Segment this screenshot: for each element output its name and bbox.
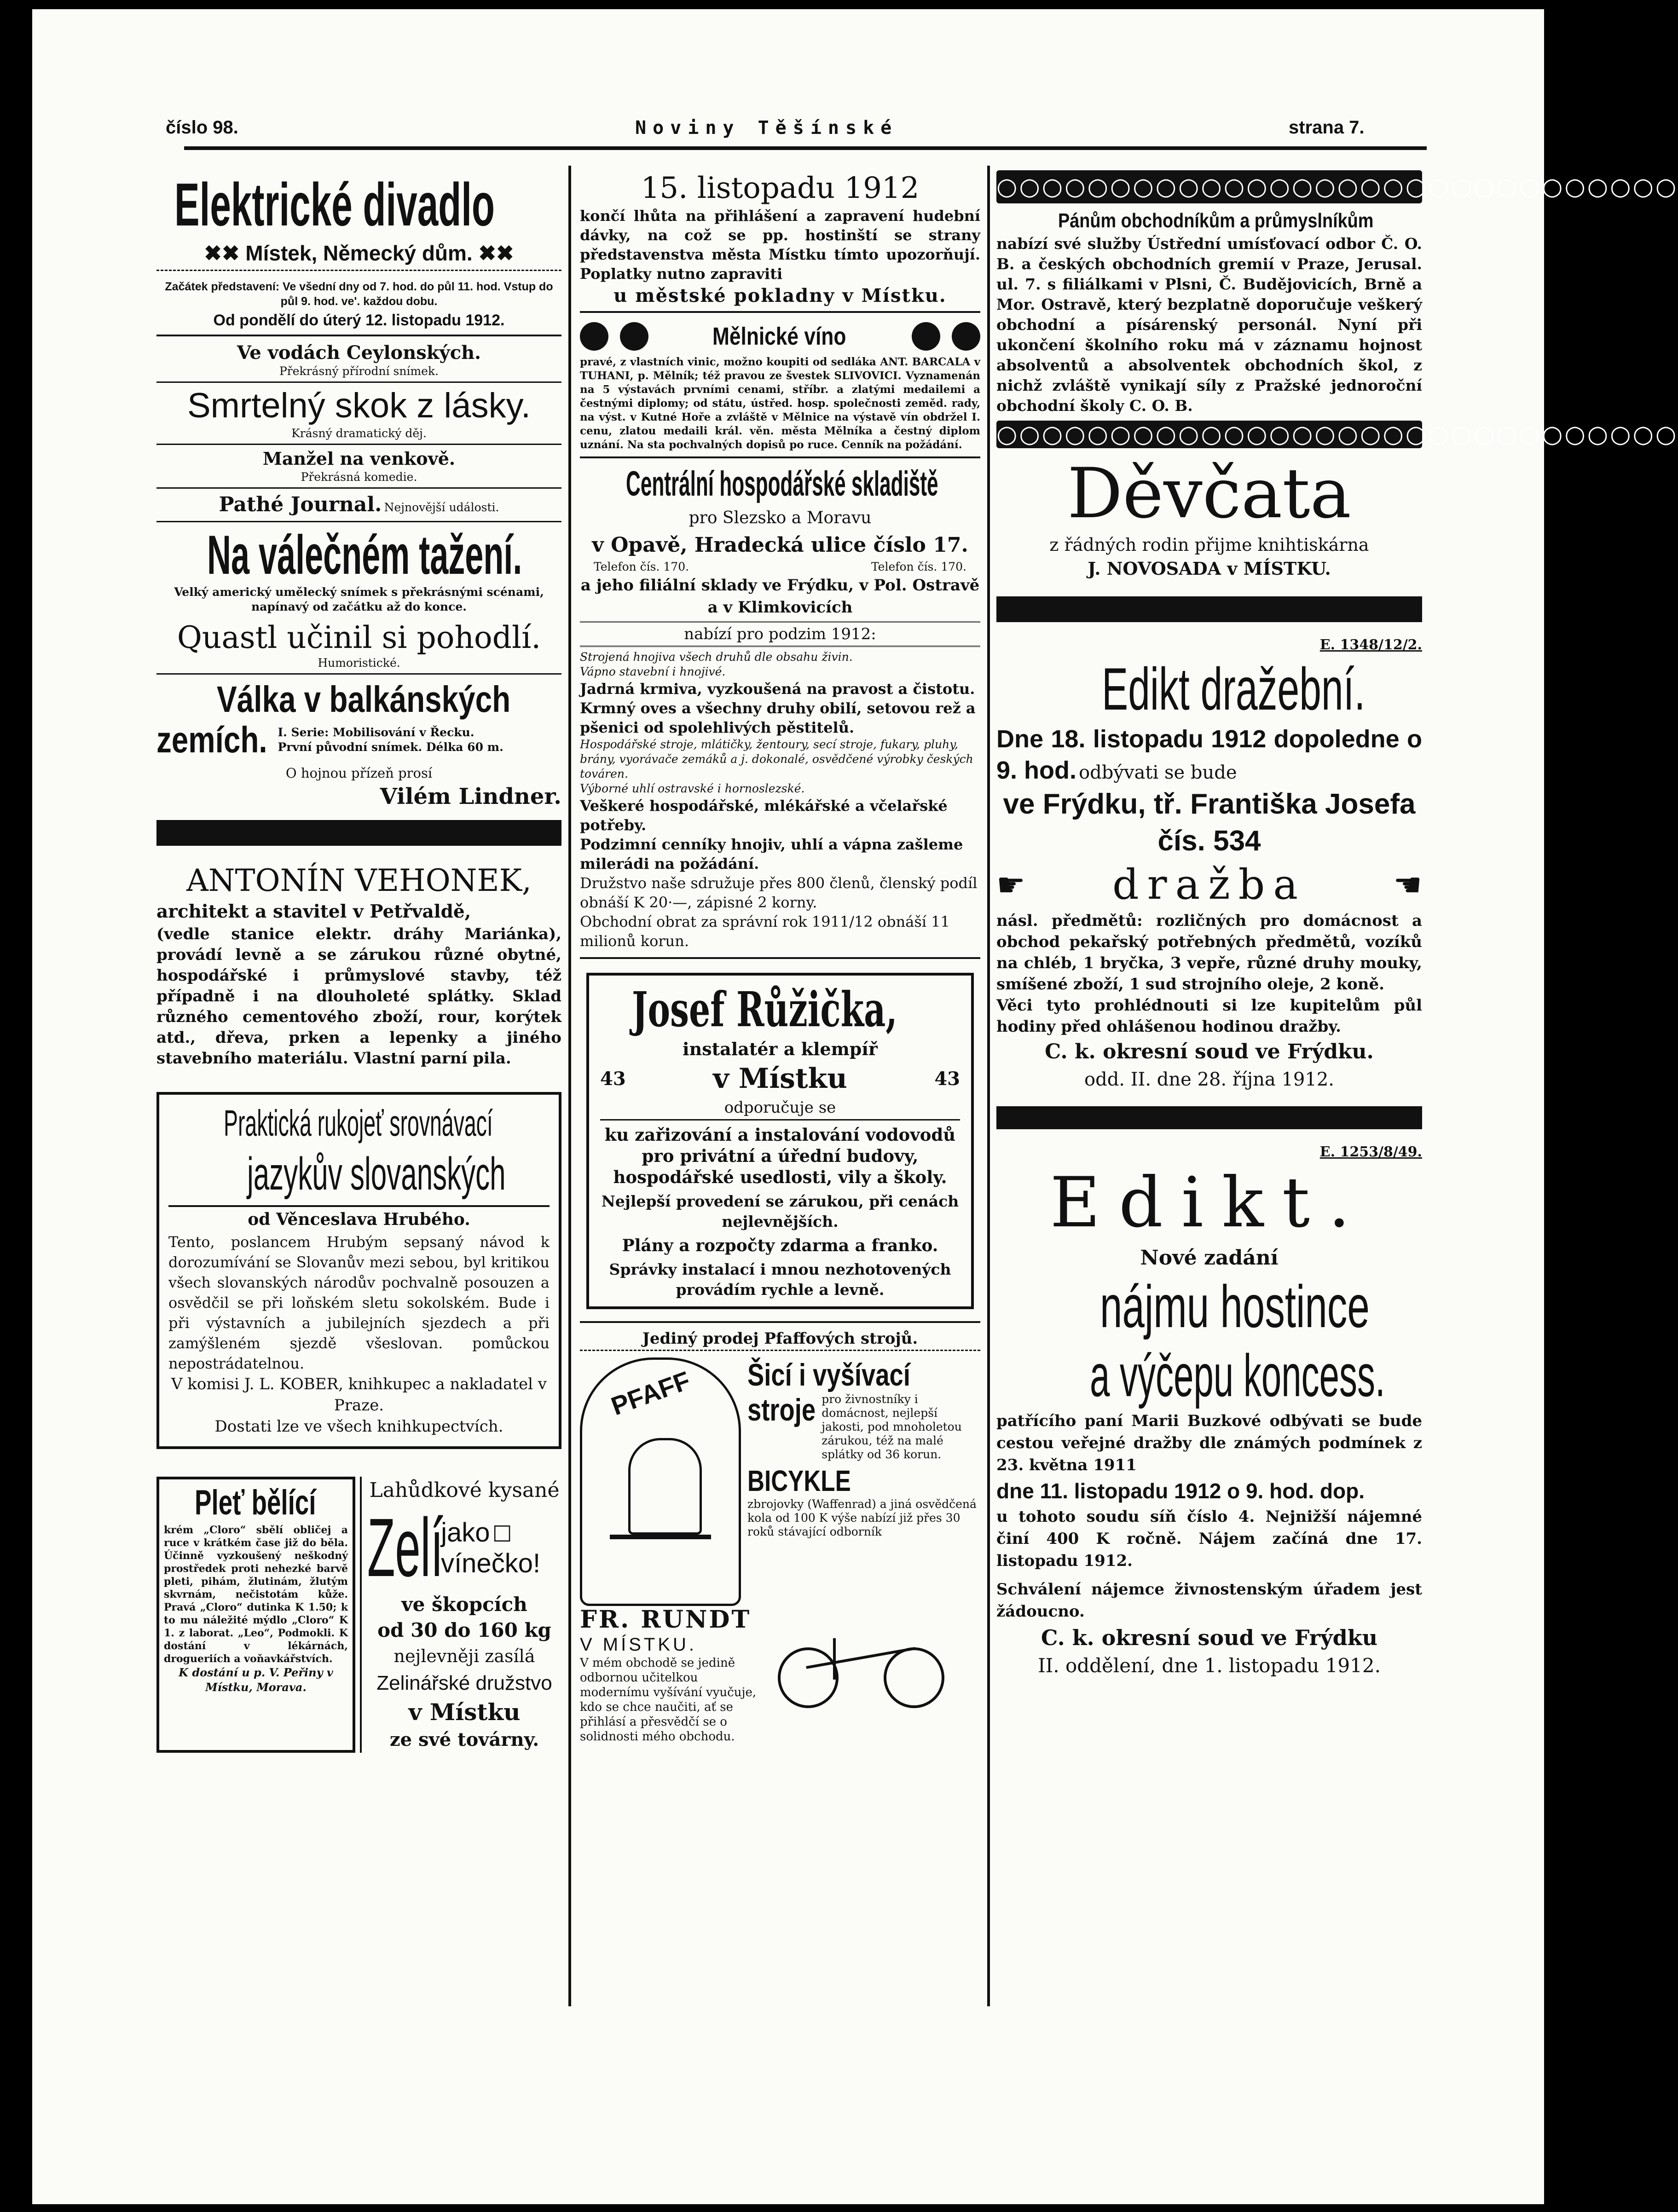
cinema-location: Místek, Německý dům. [245, 241, 473, 265]
film-item [156, 489, 561, 522]
cream-title: Pleť bělící [195, 1483, 316, 1522]
edict-date: Dne 18. listopadu 1912 dopoledne o 9. hod. [996, 725, 1422, 784]
book-title-1: Praktická rukojeť srovnávací [223, 1103, 493, 1144]
film-desc: Humoristické. [318, 656, 400, 670]
film-desc: Nejnovější události. [384, 501, 499, 514]
film-desc: Krásný dramatický děj. [291, 427, 427, 440]
plumber-name: Josef Růžička, [632, 981, 897, 1038]
kraut-line-1: Lahůdkové kysané [369, 1479, 560, 1502]
girls-title: Děvčata [1067, 454, 1351, 534]
war-title-2: zemích. [156, 719, 267, 760]
kraut-line-7: ze své továrny. [389, 1729, 539, 1750]
film-item [156, 383, 561, 445]
warehouse-item: Obchodní obrat za správní rok 1911/12 obnáší 11 milionů korun. [580, 913, 950, 950]
cream-where: K dostání u p. V. Peřiny v Místku, Morava. [179, 1666, 333, 1694]
film-item [156, 522, 561, 617]
warehouse-item: Podzimní cenníky hnojiv, uhlí a vápna zašleme milerádi na požádání. [580, 836, 963, 872]
pfaff-logo-text: PFAFF [607, 1365, 694, 1421]
pfaff-bicykle: BICYKLE [747, 1464, 851, 1497]
wine-body: pravé, z vlastních vinic, možno koupiti od sedláka ANT. BARCALA v TUHANI, p. Mělník; též pravou ze švestek SLIVOVICI. Vyznamenán na 5 výstavách prvními cenami, stříbr. a zlatými medailemi a čestnými diplomy; od státu, ústřed. hosp. společnosti zeměd. rady, na výst. v Kutné Hoře a zvláště v Mělnice na výstavě vín obdržel I. cenu, zlatou medaili král. věn. města Mělníka a čestný diplom uznání. Na sta pochvalných dopisů po ruce. Cenník na požádání. [580, 356, 980, 451]
book-author: od Věnceslava Hrubého. [248, 1210, 470, 1229]
warehouse-item: Výborné uhlí ostravské i hornoslezské. [580, 782, 805, 795]
warehouse-item: Jadrná krmiva, vyzkoušená na pravost a čistotu. [580, 680, 975, 698]
plumber-ad [586, 973, 974, 1309]
pfaff-logo [580, 1357, 741, 1606]
plumber-trade: instalatér a klempíř [683, 1039, 878, 1059]
cream-body: krém „Cloro“ sbělí obličej a ruce v krátkém čase již do běla. Účinně vyzkoušený neškodný prostředek proti nehezké barvě pleti, pihám, žlutinám, žlutým skvrnám, nečistotám kůže. Pravá „Cloro“ dutinka K 1.50; k to mu náležité mýdlo „Cloro“ K 1. z laborat. „Leo“, Podmokli. K dostání v lékárnách, drogueriích a voňavkářstvích. [164, 1524, 348, 1665]
column-3 [996, 170, 1678, 1679]
column-divider-2 [987, 166, 990, 2006]
separator-bar [996, 596, 1422, 622]
newspaper-title: Noviny Těšínské [635, 117, 898, 139]
film-desc: Překrásný přírodní snímek. [279, 364, 439, 378]
war-title-1: Válka v balkánských [216, 679, 511, 720]
girls-ad [996, 448, 1422, 587]
pfaff-city: V MÍSTKU. [580, 1634, 697, 1655]
book-available: Dostati lze ve všech knihkupectvích. [214, 1417, 503, 1436]
column-2 [580, 170, 980, 1744]
warehouse-tel-1: Telefon čís. 170. [594, 560, 689, 573]
warehouse-ad [580, 463, 980, 951]
book-ad [156, 1092, 561, 1449]
edict2-big-2: a výčepu koncess. [1089, 1342, 1385, 1409]
edict-place: ve Frýdku, tř. Františka Josefa čís. 534 [1003, 788, 1416, 857]
edict2-title: Edikt. [1050, 1163, 1369, 1243]
sauerkraut-ad [360, 1477, 561, 1753]
plumber-plans: Plány a rozpočty zdarma a franko. [622, 1236, 938, 1255]
sewing-machine-icon [628, 1438, 702, 1535]
edict2-body-3: Schválení nájemce živnostenským úřadem jest žádoucno. [996, 1580, 1422, 1621]
warehouse-item: Vápno stavební i hnojivé. [580, 665, 726, 678]
cream-ad [156, 1477, 355, 1753]
newspaper-page [32, 9, 1678, 2204]
warehouse-sub: pro Slezsko a Moravu [689, 508, 872, 527]
architect-name: ANTONÍN VEHONEK, [186, 863, 532, 898]
auction-edict [996, 636, 1422, 1092]
music-body: končí lhůta na přihlášení a zapravení hudební dávky, na což se pp. hostinští se strany představenstva města Místku tímto upozorňují. Poplatky nutno zapraviti [580, 207, 980, 283]
edict2-body-2: u tohoto soudu síň číslo 4. Nejnižší nájemné činí 400 K ročně. Nájem začíná dne 17. listopadu 1912. [996, 1507, 1422, 1570]
cinema-owner: Vilém Lindner. [380, 784, 561, 809]
warehouse-item: Družstvo naše sdružuje přes 800 členů, členský podíl obnáší K 20·—, zápisné 2 korny. [580, 874, 978, 911]
warehouse-item: Hospodářské stroje, mlátičky, žentoury, secí stroje, fukary, pluhy, brány, vyorávače zemáků a j. dokonalé, osvědčené výrobky českých továren. [580, 738, 973, 780]
warehouse-tel-2: Telefon čís. 170. [871, 560, 966, 573]
bicycle-icon [764, 1606, 980, 1707]
film-title: Manžel na venkově. [262, 448, 456, 469]
book-publisher: V komisi J. L. KOBER, knihkupec a nakladatel v Praze. [171, 1375, 547, 1415]
music-office: u městské pokladny v Místku. [613, 285, 947, 306]
film-title: Pathé Journal. [219, 493, 382, 516]
warehouse-addr: v Opavě, Hradecká ulice číslo 17. [592, 533, 968, 557]
warehouse-item: Krmný oves a všechny druhy obilí, setovou rež a pšenici od spolehlivých pěstitelů. [580, 699, 976, 736]
pfaff-title-1: Šicí i vyšívací [747, 1357, 910, 1392]
kraut-side-1: jako [441, 1518, 490, 1548]
plumber-city: v Místku [713, 1063, 847, 1095]
lease-edict [996, 1143, 1422, 1679]
book-body: Tento, poslancem Hrubým sepsaný návod k dorozumívání se Slovanův mezi sebou, byl kritikou všech slovanských národův pochvalně posouzen a osvědčil se při loňském sletu sokolském. Bude i při výstavních a jubilejních sjezdech a při zamýšleném sjezdě všeslovan. pomůckou nepostrádatelnou. [168, 1233, 550, 1372]
plumber-recommends: odporučuje se [600, 1096, 960, 1120]
cinema-ad [156, 170, 561, 812]
commerce-title: Pánům obchodníkům a průmyslníkům [1058, 209, 1374, 232]
cinema-title: Elektrické divadlo [174, 171, 495, 238]
pfaff-top: Jediný prodej Pfaffových strojů. [580, 1328, 980, 1351]
music-tax-notice [580, 170, 980, 308]
wine-ad [580, 320, 980, 452]
edict-body: násl. předmětů: rozličných pro domácnost a obchod pekařský potřebných předmětů, vozíků na chléb, 1 bryčka, 3 vepře, různé druhy mouky, smíšené zboží, 1 sud strojního oleje, 2 koně. [996, 912, 1422, 993]
cross-icon: ✖✖ [478, 241, 514, 265]
war-film [156, 675, 561, 765]
square-icon: ☐ [492, 1521, 512, 1547]
film-title: Ve vodách Ceylonských. [237, 342, 481, 364]
wine-title: Mělnické víno [712, 323, 846, 350]
film-item [156, 339, 561, 383]
cinema-dates: Od pondělí do úterý 12. listopadu 1912. [213, 312, 505, 329]
pointing-hand-icon: ☛ [996, 866, 1025, 904]
kraut-big: Zelí [367, 1502, 444, 1594]
film-desc: Velký americký umělecký snímek s překrásnými scénami, napínavý od začátku až do konce. [174, 585, 544, 613]
header-rule [184, 146, 1427, 150]
pfaff-title-2: stroje [747, 1392, 816, 1427]
edict-court: C. k. okresní soud ve Frýdku. [1045, 1040, 1374, 1063]
kraut-line-2: ve škopcích [401, 1593, 527, 1616]
film-title: Na válečném tažení. [207, 524, 522, 586]
kraut-line-4: nejlevněji zasílá [393, 1646, 535, 1666]
chain-border-top: ○○○○○○○○○○○○○○○○○○○○○○○○○○○○○○ [996, 170, 1422, 203]
column-1 [156, 170, 561, 1753]
warehouse-offers: nabízí pro podzim 1912: [580, 621, 980, 647]
edict2-date: dne 11. listopadu 1912 o 9. hod. dop. [996, 1479, 1365, 1503]
film-title: Quastl učinil si pohodlí. [177, 620, 541, 655]
kraut-line-3: od 30 do 160 kg [377, 1619, 551, 1641]
edict-dept: odd. II. dne 28. října 1912. [1084, 1069, 1334, 1090]
warehouse-branch: a jeho filiální sklady ve Frýdku, v Pol. Ostravě a v Klimkovicích [580, 576, 980, 617]
edict2-body: patřícího paní Marii Buzkové odbývati se bude cestou veřejné dražby dle známých podmínek z 23. května 1911 [996, 1412, 1422, 1474]
architect-body: (vedle stanice elektr. dráhy Mariánka), provádí levně a se zárukou různé obytné, hospodářské i průmyslové stavby, též případně i na dlouholeté splátky. Sklad různého cementového zboží, rour, korýtek atd., dřeva, prken a lepenky a jiného stavebního materiálu. Vlastní parní pila. [156, 925, 561, 1068]
separator-bar [996, 1106, 1422, 1129]
edict-date-tail: odbývati se bude [1079, 762, 1237, 783]
commerce-ad [996, 203, 1422, 421]
cinema-closing: O hojnou přízeň prosí [285, 765, 433, 781]
film-title: Smrtelný skok z lásky. [187, 386, 531, 425]
cross-icon: ✖✖ [204, 241, 240, 265]
dot-icon [580, 322, 608, 351]
girls-body: z řádných rodin přijme knihtiskárna [1049, 535, 1369, 555]
pfaff-title-2-desc: pro živnostníky i domácnost, nejlepší jakosti, pod mnoholetou zárukou, též na malé splátky od 36 korun. [822, 1392, 962, 1461]
column-divider-1 [568, 166, 571, 2006]
dot-icon [912, 322, 940, 351]
war-desc-1: I. Serie: Mobilisování v Řecku. [278, 726, 474, 739]
pfaff-bicykle-desc: zbrojovky (Waffenrad) a jiná osvědčená kola od 100 K výše nabízí již přes 30 roků stávající odborník [747, 1497, 977, 1538]
kraut-side-2: vínečko! [441, 1548, 541, 1578]
film-item [156, 617, 561, 675]
book-title-2: jazykův slovanských [247, 1148, 506, 1200]
plumber-best: Nejlepší provedení se zárukou, při cenách nejlevnějších. [601, 1192, 959, 1230]
page-number: strana 7. [1289, 117, 1365, 138]
film-desc: Překrásná komedie. [301, 470, 417, 484]
edict-body-2: Věci tyto prohlédnouti si lze kupitelům půl hodiny před ohlášenou hodinou dražby. [996, 996, 1422, 1036]
architect-ad [156, 862, 561, 1069]
edict2-dept: II. oddělení, dne 1. listopadu 1912. [1038, 1654, 1381, 1677]
separator-bar [156, 820, 561, 846]
edict2-court: C. k. okresní soud ve Frýdku [1041, 1625, 1378, 1650]
issue-number: číslo 98. [166, 117, 238, 138]
commerce-body: nabízí své služby Ústřední umísťovací odbor Č. O. B. a českých obchodních gremií v Praze, Jerusal. ul. 7. s filiálkami v Plsni, Č. Budějovicích, Brně a Mor. Ostravě, který bezplatně doporučuje veškerý obchodní a písárenský personál. Nyní při ukončení školního roku má v záznamu hojnost absolventů a absolventek obchodních škol, z nichž zvláště vynikají síly z Pražské jednoroční obchodní školy C. O. B. [996, 235, 1422, 415]
edict-title: Edikt dražební. [1101, 655, 1366, 722]
dot-icon [620, 322, 648, 351]
architect-title: architekt a stavitel v Petřvaldě, [156, 901, 471, 922]
plumber-number-left: 43 [600, 1068, 626, 1090]
music-date: 15. listopadu 1912 [641, 171, 920, 205]
edict-ref: E. 1348/12/2. [1319, 637, 1422, 653]
plumber-body: ku zařizování a instalování vodovodů pro privátní a úřední budovy, hospodářské usedlosti, vily a školy. [604, 1125, 956, 1187]
girls-who: J. NOVOSADA v MÍSTKU. [1088, 558, 1331, 579]
warehouse-item: Veškeré hospodářské, mlékářské a včelařské potřeby. [580, 797, 948, 834]
cinema-hours: Začátek představení: Ve všední dny od 7. hod. do půl 11. hod. Vstup do půl 9. hod. ve'. každou dobu. [165, 280, 553, 308]
dot-icon [952, 322, 980, 351]
kraut-line-5: Zelinářské družstvo [376, 1672, 552, 1694]
plumber-number-right: 43 [934, 1068, 960, 1090]
kraut-line-6: v Místku [408, 1698, 521, 1726]
pfaff-body: V mém obchodě se jedině odbornou učitelkou modernímu vyšívání vyučuje, kdo se chce naučiti, ať se přihlásí a přesvědčí se o solidnosti mého obchodu. [580, 1656, 757, 1744]
pointing-hand-icon: ☚ [1393, 866, 1422, 904]
warehouse-item: Strojená hnojiva všech druhů dle obsahu živin. [580, 650, 853, 664]
chain-border-bottom: ○○○○○○○○○○○○○○○○○○○○○○○○○○○○○○ [996, 421, 1678, 448]
auction-word: dražba [1112, 861, 1306, 909]
war-desc-2: První původní snímek. Délka 60 m. [278, 740, 503, 754]
pfaff-dealer: FR. RUNDT [580, 1606, 752, 1634]
warehouse-title: Centrální hospodářské skladiště [626, 464, 938, 503]
edict2-big-1: nájmu hostince [1100, 1273, 1370, 1340]
edict2-sub: Nové zadání [1140, 1246, 1279, 1270]
plumber-repairs: Správky instalací i mnou nezhotovených provádím rychle a levně. [609, 1260, 951, 1299]
pfaff-ad [580, 1328, 980, 1744]
edict2-ref: E. 1253/8/49. [1319, 1144, 1422, 1160]
film-item [156, 445, 561, 489]
